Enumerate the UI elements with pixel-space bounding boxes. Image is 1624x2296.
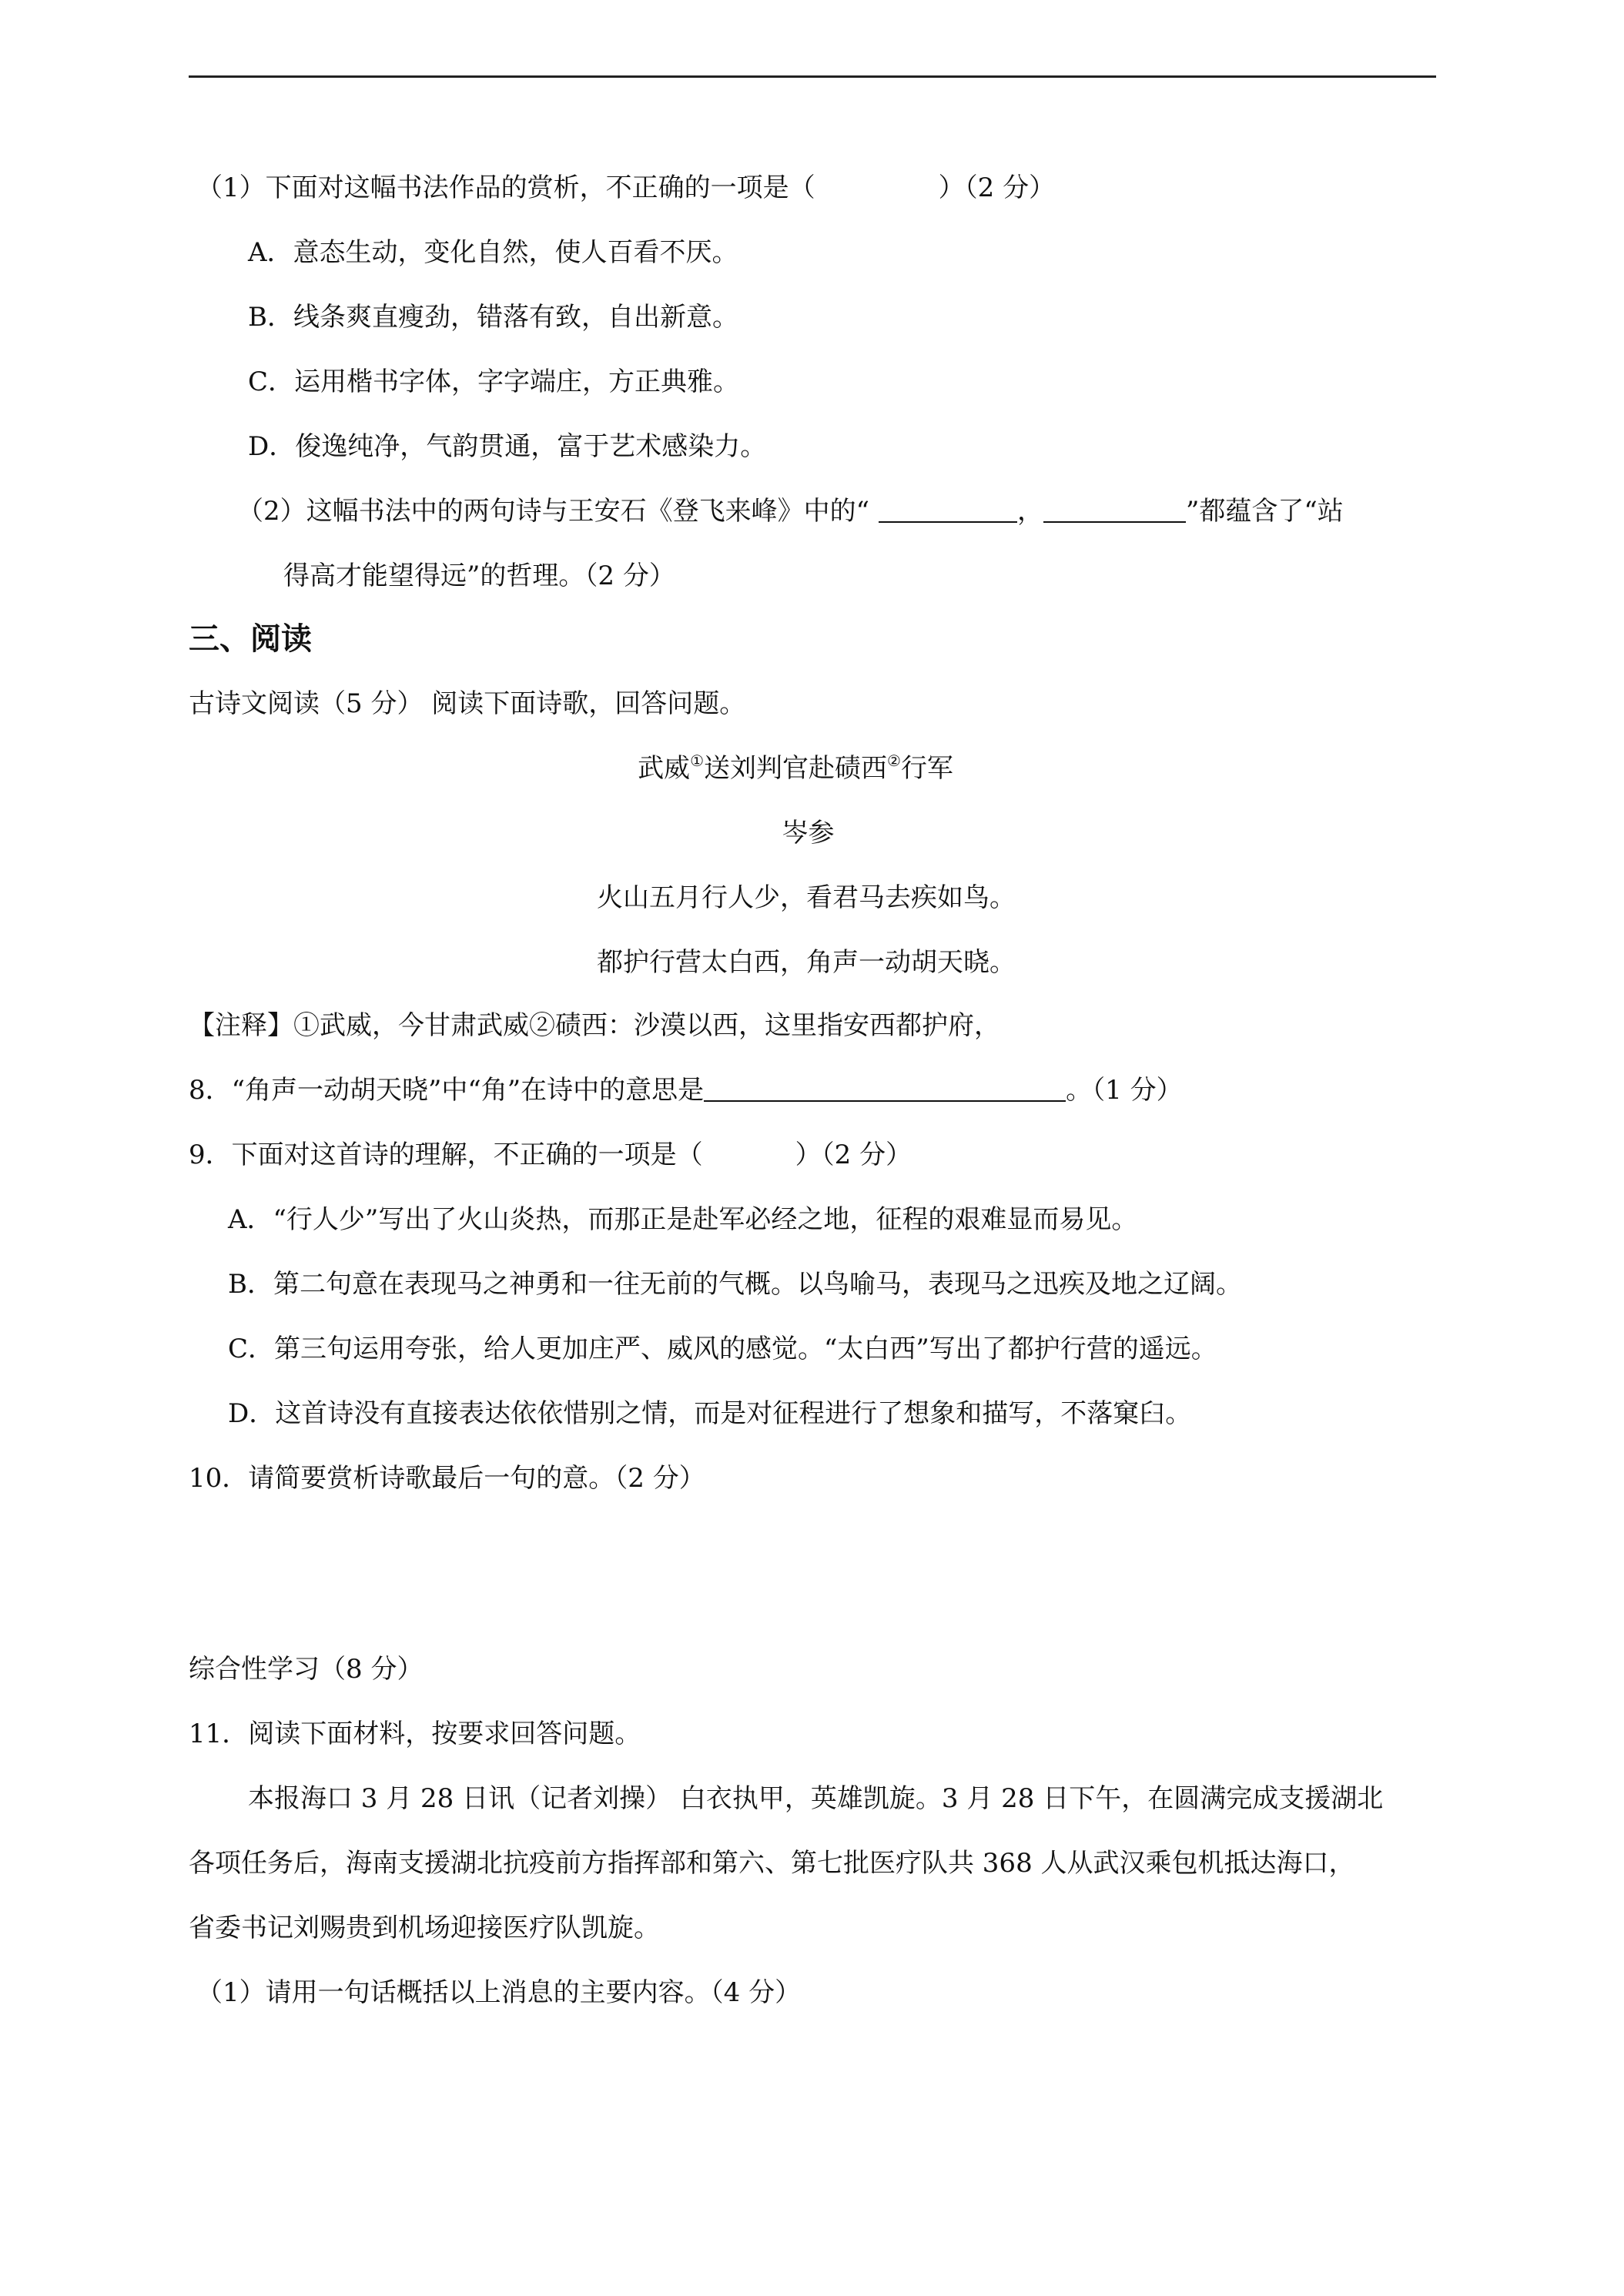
q7-1-option-d: D．俊逸纯净，气韵贯通，富于艺术感染力。: [248, 431, 767, 462]
header-rule: [189, 75, 1436, 78]
q9-option-d: D．这首诗没有直接表达依依惜别之情，而是对征程进行了想象和描写，不落窠臼。: [228, 1398, 1192, 1429]
q7-2-text-2: ”都蕴含了“站: [1186, 496, 1344, 527]
poem-line-2-text: 都护行营太白西，角声一动胡天晓。: [597, 947, 1016, 978]
q8-stem-text: 8．“角声一动胡天晓”中“角”在诗中的意思是: [189, 1075, 705, 1106]
poem-title: [0, 751, 1624, 785]
news-para-line-3: 省委书记刘赐贵到机场迎接医疗队凯旋。: [189, 1913, 660, 1943]
q11-1-stem: （1）请用一句话概括以上消息的主要内容。（4 分）: [196, 1977, 802, 2008]
q7-1-option-a: A．意态生动，变化自然，使人百看不厌。: [248, 237, 738, 268]
q7-1-score: ）（2 分）: [938, 172, 1056, 203]
q8-answer-blank[interactable]: [704, 1074, 1066, 1102]
answer-blank-2[interactable]: [1043, 495, 1186, 523]
q8-stem: [189, 1073, 1183, 1107]
section-heading: 三、阅读: [189, 621, 312, 657]
poem-line-1: [0, 881, 1624, 915]
footnote-marker-1: ①: [690, 751, 704, 770]
q9-score: ）（2 分）: [795, 1140, 912, 1170]
q7-1-option-c: C．运用楷书字体，字字端庄，方正典雅。: [248, 366, 740, 397]
poem-line-2: [0, 946, 1624, 979]
q11-stem: 11．阅读下面材料，按要求回答问题。: [189, 1719, 641, 1749]
poem-title-part-2: 送刘判官赴碛西: [704, 753, 887, 784]
q7-1-option-b: B．线条爽直瘦劲，错落有致，自出新意。: [248, 302, 738, 333]
q10-stem: 10．请简要赏析诗歌最后一句的意。（2 分）: [189, 1463, 705, 1494]
q7-2-stem: [237, 494, 1344, 528]
q9-option-a: A．“行人少”写出了火山炎热，而那正是赴军必经之地，征程的艰难显而易见。: [228, 1204, 1138, 1235]
answer-blank-1[interactable]: [879, 495, 1017, 523]
news-para-line-1: 本报海口 3 月 28 日讯（记者刘操） 白衣执甲，英雄凯旋。3 月 28 日下午，在圆满完成支援湖北: [248, 1783, 1384, 1814]
q9-stem-text: 9．下面对这首诗的理解，不正确的一项是（: [189, 1140, 703, 1170]
q9-stem: [189, 1138, 912, 1172]
footnote-marker-2: ②: [887, 751, 901, 770]
poem-author-text: 岑参: [782, 818, 835, 848]
poem-line-1-text: 火山五月行人少，看君马去疾如鸟。: [597, 882, 1016, 913]
q9-option-b: B．第二句意在表现马之神勇和一往无前的气概。以鸟喻马，表现马之迅疾及地之辽阔。: [228, 1269, 1242, 1300]
poem-title-part-1: 武威: [638, 753, 691, 784]
q9-option-c: C．第三句运用夸张，给人更加庄严、威风的感觉。“太白西”写出了都护行营的遥远。: [228, 1334, 1217, 1364]
poem-intro: 古诗文阅读（5 分） 阅读下面诗歌，回答问题。: [189, 688, 746, 719]
q7-1-stem: [196, 171, 1055, 205]
q8-score: 。（1 分）: [1066, 1075, 1183, 1106]
comprehensive-title: 综合性学习（8 分）: [189, 1654, 424, 1685]
q7-2-comma: ，: [1017, 496, 1044, 527]
news-para-line-2: 各项任务后，海南支援湖北抗疫前方指挥部和第六、第七批医疗队共 368 人从武汉乘包机抵达海口，: [189, 1848, 1355, 1879]
q7-1-stem-text: （1）下面对这幅书法作品的赏析，不正确的一项是（: [196, 172, 815, 203]
q7-2-stem-cont: 得高才能望得远”的哲理。（2 分）: [283, 561, 675, 591]
poem-notes: 【注释】①武威，今甘肃武威②碛西：沙漠以西，这里指安西都护府，: [189, 1010, 1000, 1041]
poem-author: [0, 816, 1624, 850]
q7-2-text-1: （2）这幅书法中的两句诗与王安石《登飞来峰》中的“: [237, 496, 870, 527]
poem-title-part-3: 行军: [900, 753, 953, 784]
